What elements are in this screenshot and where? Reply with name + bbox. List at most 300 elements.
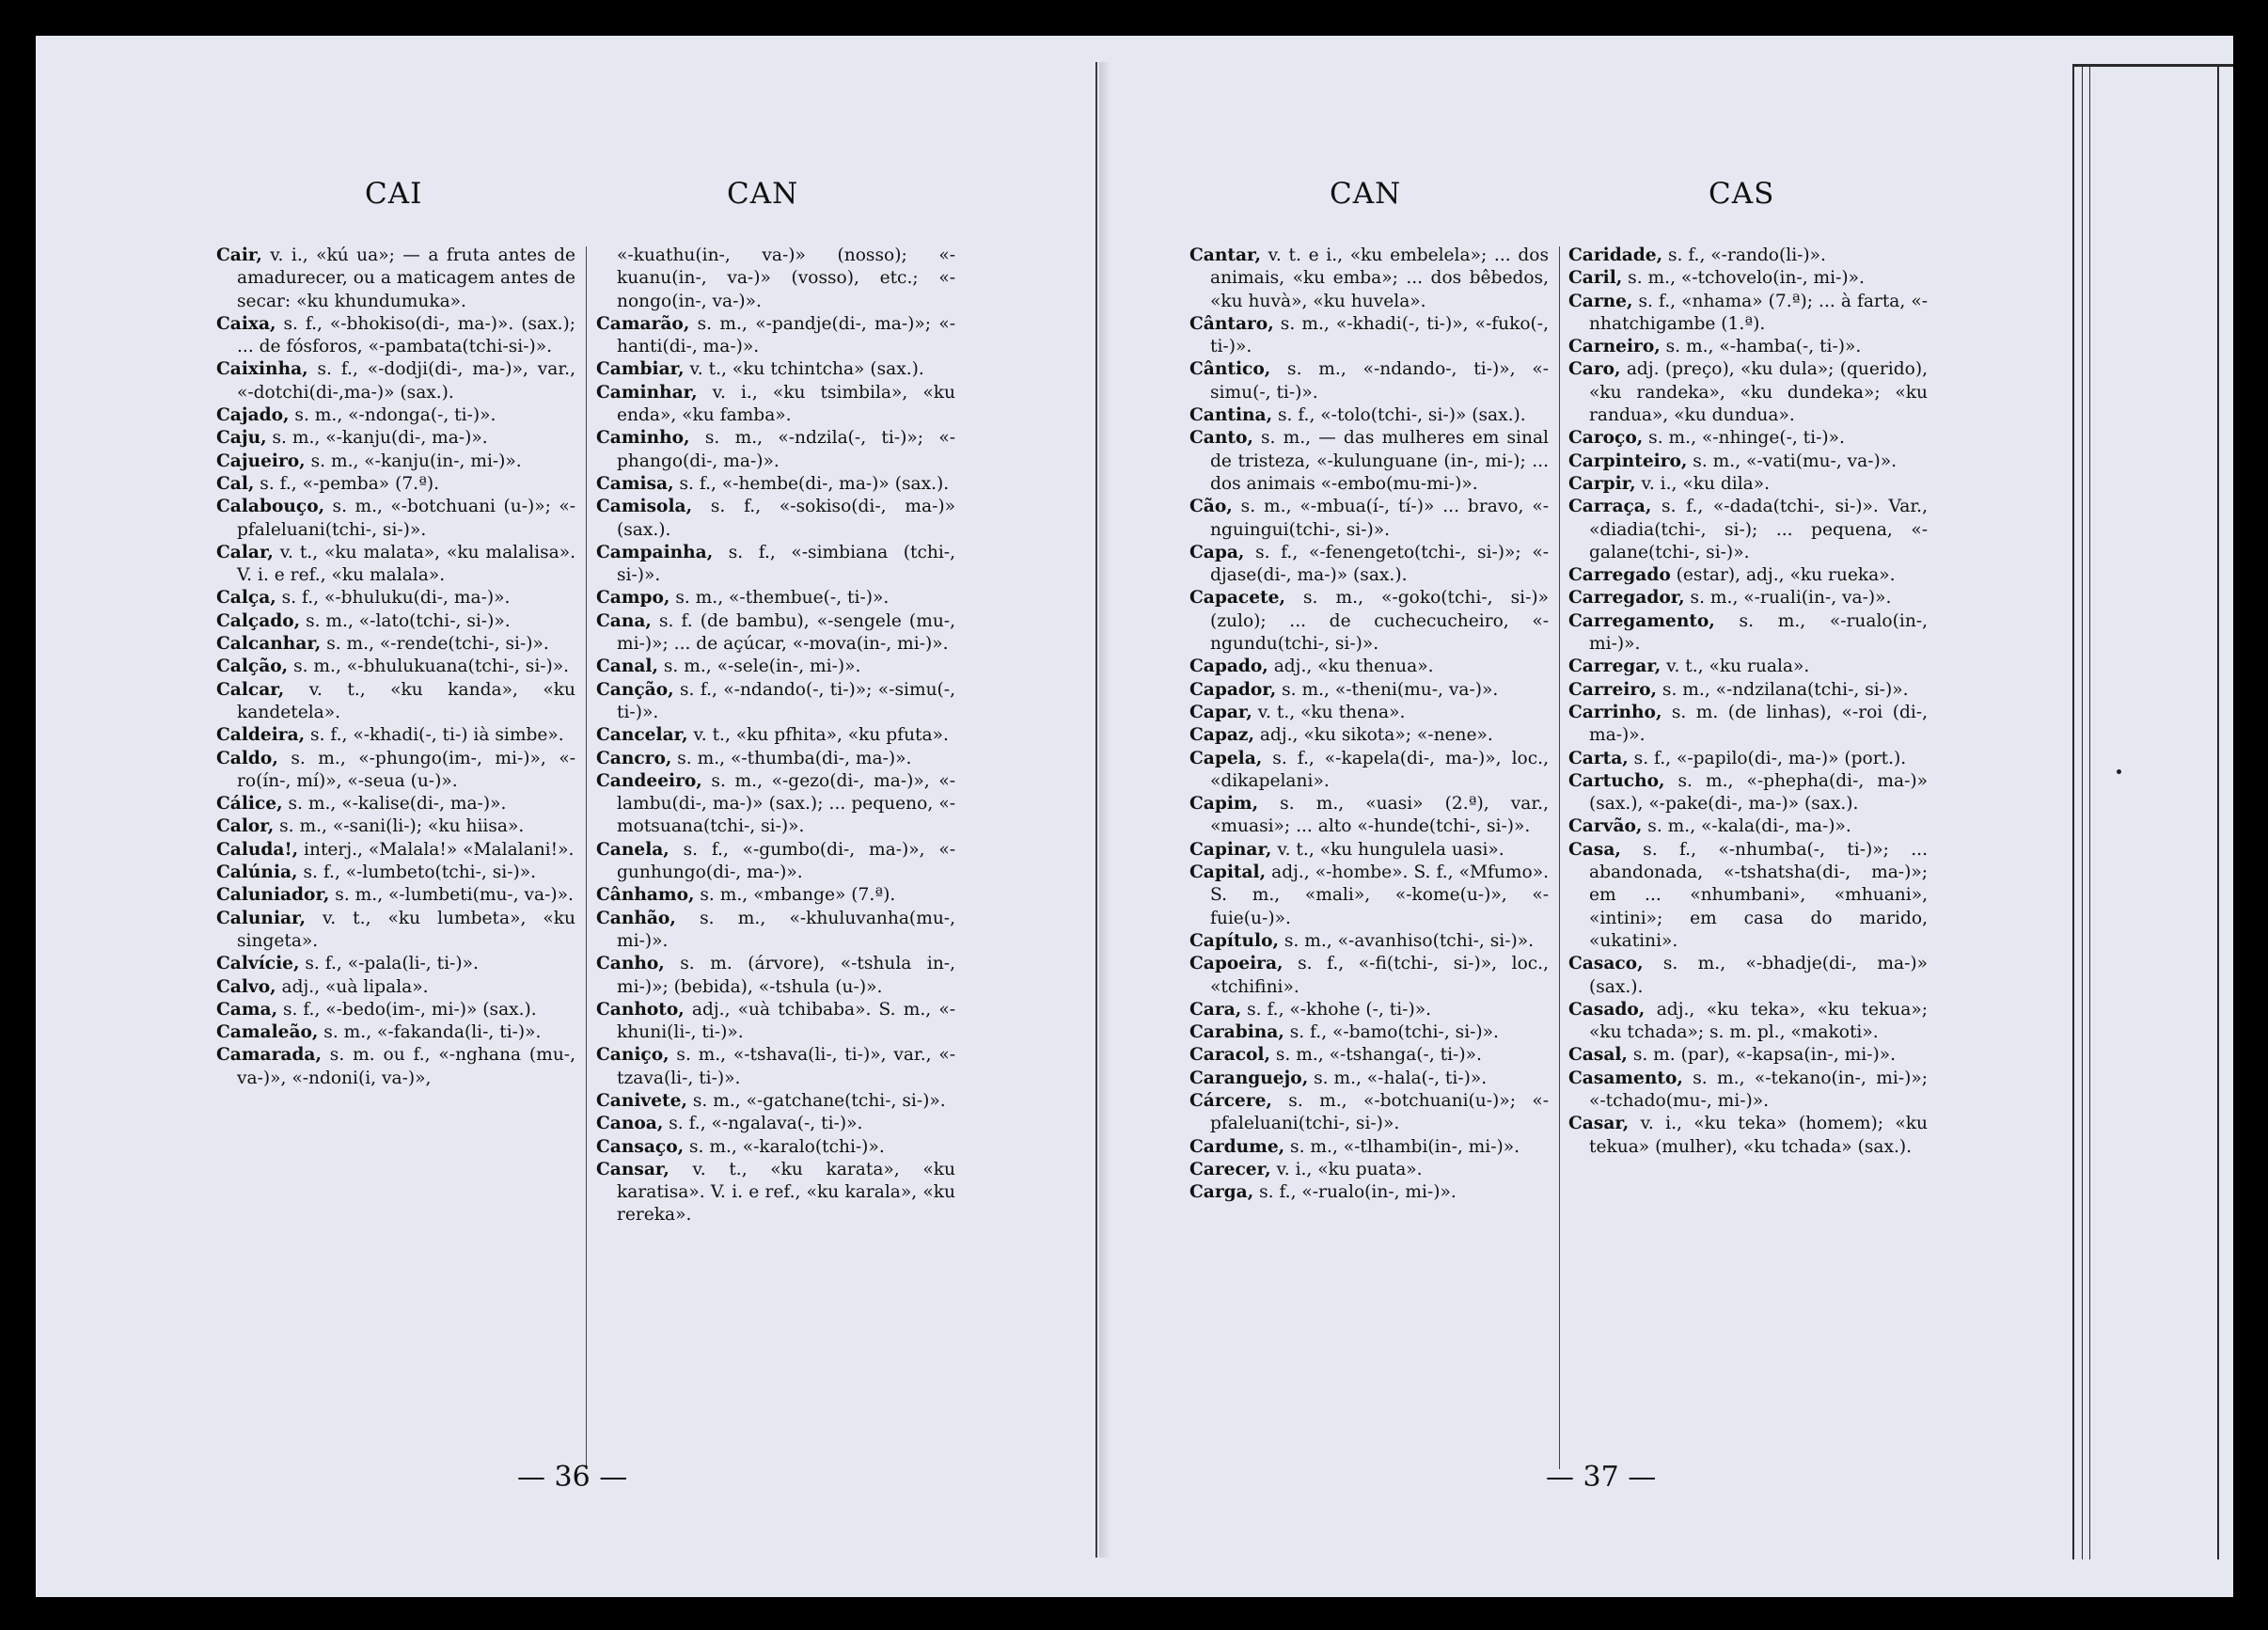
entry-term: Canhoto, — [596, 999, 685, 1020]
entry-term: Calcanhar, — [216, 634, 322, 655]
entry-term: Canela, — [596, 839, 669, 860]
entry-definition: s. m., — das mulheres em sinal de tristeza, «-kulunguane (in-, mi-); ... dos animais «-embo(mu-mi-)». — [1210, 428, 1549, 494]
entry-definition: v. i., «ku tsimbila», «ku enda», «ku famba». — [617, 382, 955, 426]
dictionary-entry — [216, 862, 575, 884]
dictionary-entry — [1189, 748, 1549, 794]
dictionary-entry — [596, 1113, 955, 1135]
dictionary-entry — [1189, 587, 1549, 656]
dictionary-entry — [216, 679, 575, 725]
dictionary-entry — [596, 748, 955, 770]
entry-definition: s. m., «mbange» (7.ª). — [694, 885, 896, 906]
entry-term: Carregamento, — [1568, 610, 1715, 631]
left-page-column-1 — [216, 245, 575, 1090]
dictionary-entry — [1189, 404, 1549, 427]
dictionary-entry — [1189, 1181, 1549, 1204]
dictionary-entry — [596, 542, 955, 588]
dictionary-entry — [216, 245, 575, 313]
entry-term: Capa, — [1189, 542, 1245, 562]
dictionary-entry — [1189, 679, 1549, 702]
entry-term: Caixa, — [216, 313, 276, 334]
dictionary-entry — [1568, 815, 1928, 838]
entry-term: Caluda!, — [216, 839, 299, 860]
entry-definition: s. m., «-khuluvanha(mu-, mi-)». — [617, 908, 955, 951]
entry-term: Canho, — [596, 954, 665, 974]
entry-term: Caixinha, — [216, 359, 308, 380]
entry-definition: s. m., «-gatchane(tchi-, si-)». — [686, 1090, 946, 1111]
entry-term: Cair, — [216, 245, 262, 265]
entry-definition: s. m., «-tekano(in-, mi-)»; «-tchado(mu-, mi-)». — [1589, 1068, 1928, 1111]
entry-definition: v. t., «ku malata», «ku malalisa». V. i. e ref., «ku malala». — [237, 542, 575, 586]
entry-term: Carpinteiro, — [1568, 451, 1688, 471]
entry-term: Capar, — [1189, 702, 1252, 722]
dictionary-entry — [216, 815, 575, 838]
entry-term: Canoa, — [596, 1114, 664, 1134]
entry-term: Carraça, — [1568, 497, 1652, 517]
entry-term: Casa, — [1568, 839, 1621, 860]
entry-term: Carregado — [1568, 565, 1671, 586]
dictionary-entry — [1568, 1044, 1928, 1067]
entry-definition: interj., «Malala!» «Malalani!». — [298, 839, 575, 860]
entry-definition: s. m., «-lato(tchi-, si-)». — [300, 610, 511, 631]
entry-term: Caldeira, — [216, 725, 306, 746]
dictionary-entry — [1568, 427, 1928, 450]
entry-term: Cambiar, — [596, 359, 685, 380]
entry-definition: v. t., «ku pfhita», «ku pfuta». — [687, 725, 949, 746]
dictionary-entry — [1568, 358, 1928, 427]
dictionary-entry — [216, 542, 575, 588]
entry-definition: s. f. (de bambu), «-sengele (mu-, mi-)»; ... de açúcar, «-mova(in-, mi-)». — [617, 610, 955, 655]
left-header-left: CAI — [365, 177, 423, 211]
dictionary-entry — [596, 358, 955, 381]
entry-definition: s. f., «-ndando(-, ti-)»; «-simu(-, ti-)». — [617, 679, 955, 722]
entry-term: Capinar, — [1189, 839, 1272, 860]
entry-term: Calor, — [216, 816, 275, 837]
entry-term: Carne, — [1568, 291, 1633, 311]
entry-term: Candeeiro, — [596, 770, 702, 791]
dictionary-entry — [596, 999, 955, 1045]
entry-term: Casal, — [1568, 1045, 1628, 1066]
entry-definition: s. f., «-pala(li-, ti-)». — [299, 954, 479, 974]
entry-term: Capaz, — [1189, 725, 1254, 746]
entry-definition: adj., «uà lipala». — [276, 976, 429, 997]
dictionary-entry — [216, 451, 575, 473]
entry-definition: s. f., «-tolo(tchi-, si-)» (sax.). — [1272, 405, 1526, 426]
entry-definition: s. f., «-ngalava(-, ti-)». — [663, 1114, 863, 1134]
entry-term: Caniço, — [596, 1045, 669, 1066]
dictionary-entry — [596, 1044, 955, 1090]
entry-definition: s. m. (árvore), «-tshula in-, mi-)»; (bebida), «-tshula (u-)». — [617, 954, 955, 997]
dictionary-entry — [1568, 1113, 1928, 1159]
entry-definition: «-kuathu(in-, va-)» (nosso); «-kuanu(in-, va-)» (vosso), etc.; «-nongo(in-, va-)». — [617, 245, 955, 311]
entry-term: Capítulo, — [1189, 930, 1279, 951]
entry-definition: s. m., «-vati(mu-, va-)». — [1687, 451, 1898, 471]
entry-term: Carregar, — [1568, 657, 1662, 677]
left-page-number: — 36 — — [517, 1461, 628, 1494]
dictionary-entry — [596, 245, 955, 313]
entry-term: Canhão, — [596, 908, 676, 928]
dictionary-entry — [1189, 702, 1549, 724]
dictionary-entry — [1568, 839, 1928, 953]
dictionary-entry — [216, 748, 575, 794]
entry-definition: s. m., «-bhadje(di-, ma-)» (sax.). — [1589, 954, 1928, 997]
entry-term: Carta, — [1568, 748, 1629, 768]
entry-definition: s. f., «-bhokiso(di-, ma-)». (sax.); ... de fósforos, «-pambata(tchi-si-)». — [237, 313, 575, 357]
dictionary-entry — [1568, 564, 1928, 587]
dictionary-entry — [596, 724, 955, 747]
entry-definition: s. m., «-lumbeti(mu-, va-)». — [329, 885, 574, 906]
entry-term: Calção, — [216, 657, 289, 677]
dictionary-entry — [1189, 245, 1549, 313]
dictionary-entry — [216, 953, 575, 975]
entry-term: Cantar, — [1189, 245, 1261, 265]
entry-term: Cardume, — [1189, 1136, 1285, 1157]
dictionary-entry — [216, 999, 575, 1021]
entry-term: Calcar, — [216, 679, 285, 700]
dictionary-entry — [1189, 1136, 1549, 1159]
dictionary-entry — [1568, 702, 1928, 748]
dictionary-entry — [596, 473, 955, 496]
entry-definition: s. f., «-fi(tchi-, si-)», loc., «tchifini». — [1210, 954, 1549, 997]
column-divider — [1559, 246, 1560, 1469]
dictionary-entry — [216, 587, 575, 609]
entry-definition: v. t., «ku karata», «ku karatisa». V. i. e ref., «ku karala», «ku rereka». — [617, 1159, 955, 1226]
entry-term: Cajado, — [216, 405, 290, 426]
entry-term: Cana, — [596, 610, 652, 631]
dictionary-entry — [596, 1136, 955, 1159]
entry-term: Caminho, — [596, 428, 690, 449]
dictionary-entry — [216, 496, 575, 542]
entry-definition: s. m., «-avanhiso(tchi-, si-)». — [1278, 930, 1535, 951]
entry-term: Casado, — [1568, 999, 1646, 1020]
entry-term: Carregador, — [1568, 588, 1685, 609]
entry-definition: v. i., «ku dila». — [1635, 473, 1771, 494]
dictionary-entry — [596, 839, 955, 885]
entry-definition: s. f., «-bhuluku(di-, ma-)». — [276, 588, 511, 609]
entry-term: Capela, — [1189, 748, 1263, 768]
entry-term: Caridade, — [1568, 245, 1663, 265]
dictionary-entry — [1568, 267, 1928, 290]
dictionary-entry — [1568, 610, 1928, 657]
dictionary-entry — [1568, 1068, 1928, 1114]
dictionary-entry — [596, 1090, 955, 1113]
left-page — [36, 36, 1095, 1597]
entry-definition: s. f., «-khadi(-, ti-) ià simbe». — [305, 725, 564, 746]
entry-term: Capado, — [1189, 657, 1268, 677]
entry-term: Capoeira, — [1189, 954, 1284, 974]
entry-term: Calvície, — [216, 954, 300, 974]
entry-term: Capital, — [1189, 862, 1267, 883]
dictionary-entry — [1189, 496, 1549, 542]
entry-definition: s. m., «-sani(li-); «ku hiisa». — [274, 816, 525, 837]
entry-definition: v. t., «ku thena». — [1252, 702, 1406, 722]
entry-definition: s. m., «-tchovelo(in-, mi-)». — [1622, 268, 1865, 289]
dictionary-entry — [216, 1044, 575, 1090]
dictionary-entry — [596, 587, 955, 609]
entry-term: Carreiro, — [1568, 679, 1658, 700]
entry-definition: s. f., «-rando(li-)». — [1662, 245, 1826, 265]
entry-definition: s. m., «-fakanda(li-, ti-)». — [318, 1022, 542, 1043]
entry-term: Casaco, — [1568, 954, 1644, 974]
dictionary-entry — [596, 1159, 955, 1227]
entry-definition: s. m., «-thembue(-, ti-)». — [669, 588, 890, 609]
entry-definition: v. t., «ku hungulela uasi». — [1271, 839, 1504, 860]
dictionary-entry — [1189, 313, 1549, 359]
entry-term: Canto, — [1189, 428, 1253, 449]
page-edge-lines — [2072, 64, 2233, 1559]
entry-term: Caroço, — [1568, 428, 1644, 449]
entry-definition: adj., «ku teka», «ku tekua»; «ku tchada»; s. m. pl., «makoti». — [1589, 999, 1928, 1043]
entry-definition: s. m., «-mbua(í-, tí-)» ... bravo, «-nguingui(tchi-, si-)». — [1210, 497, 1549, 540]
entry-term: Calvo, — [216, 976, 276, 997]
entry-definition: v. t., «ku lumbeta», «ku singeta». — [237, 908, 575, 951]
entry-term: Caluniar, — [216, 908, 306, 928]
entry-term: Caldo, — [216, 748, 278, 768]
dictionary-entry — [596, 679, 955, 725]
entry-term: Cancro, — [596, 748, 672, 768]
dictionary-entry — [216, 358, 575, 404]
dictionary-entry — [596, 382, 955, 428]
entry-definition: s. m., «-pandje(di-, ma-)»; «-hanti(di-, ma-)». — [617, 313, 955, 357]
dictionary-entry — [1568, 656, 1928, 678]
dictionary-entry — [216, 908, 575, 954]
entry-definition: s. f., «-rualo(in-, mi-)». — [1253, 1182, 1457, 1203]
entry-definition: s. m., «-tshanga(-, ti-)». — [1269, 1045, 1482, 1066]
entry-definition: s. f., «-khohe (-, ti-)». — [1241, 999, 1431, 1020]
dictionary-entry — [1189, 542, 1549, 588]
entry-definition: s. m., «-ndzila(-, ti-)»; «-phango(di-, ma-)». — [617, 428, 955, 471]
entry-definition: s. f., «-simbiana (tchi-, si-)». — [617, 542, 955, 586]
entry-term: Canal, — [596, 657, 658, 677]
entry-term: Caril, — [1568, 268, 1623, 289]
book-gutter — [1095, 62, 1097, 1558]
entry-term: Calça, — [216, 588, 276, 609]
entry-term: Capim, — [1189, 794, 1259, 815]
entry-term: Camaleão, — [216, 1022, 319, 1043]
entry-definition: s. f., «-bedo(im-, mi-)» (sax.). — [277, 999, 537, 1020]
entry-definition: s. f., «nhama» (7.ª); ... à farta, «-nhatchigambe (1.ª). — [1589, 291, 1928, 334]
entry-definition: s. m., «-gezo(di-, ma-)», «-lambu(di-, ma-)» (sax.); ... pequeno, «-motsuana(tchi-, si-)». — [617, 770, 955, 837]
entry-definition: s. m., «-hamba(-, ti-)». — [1660, 337, 1862, 357]
entry-definition: s. m. (de linhas), «-roi (di-, ma-)». — [1589, 702, 1928, 746]
entry-term: Campainha, — [596, 542, 714, 562]
entry-definition: v. i., «ku teka» (homem); «ku tekua» (mulher), «ku tchada» (sax.). — [1589, 1114, 1928, 1157]
entry-term: Caracol, — [1189, 1045, 1270, 1066]
entry-definition: s. m., «-rualo(in-, mi-)». — [1589, 610, 1928, 655]
dictionary-entry — [596, 313, 955, 359]
dictionary-entry — [1568, 451, 1928, 473]
dictionary-entry — [216, 839, 575, 862]
dictionary-entry — [596, 884, 955, 907]
dictionary-entry — [1568, 473, 1928, 496]
entry-definition: adj., «-hombe». S. f., «Mfumo». S. m., «mali», «-kome(u-)», «-fuie(u-)». — [1210, 862, 1549, 928]
entry-definition: v. i., «ku puata». — [1270, 1159, 1423, 1179]
dictionary-entry — [1189, 1159, 1549, 1181]
dictionary-entry — [596, 496, 955, 542]
entry-definition: s. f., «-dodji(di-, ma-)», var., «-dotchi(di-,ma-)» (sax.). — [237, 359, 575, 403]
entry-definition: (estar), adj., «ku rueka». — [1670, 565, 1896, 586]
dictionary-entry — [596, 770, 955, 839]
entry-definition: s. f., «-gumbo(di-, ma-)», «-gunhungo(di-, ma-)». — [617, 839, 955, 883]
dictionary-entry — [216, 884, 575, 907]
entry-definition: s. m., «-ruali(in-, va-)». — [1684, 588, 1892, 609]
dictionary-entry — [1568, 748, 1928, 770]
entry-definition: s. m., «-thumba(di-, ma-)». — [671, 748, 912, 768]
dictionary-entry — [216, 793, 575, 815]
entry-definition: s. f., «-dada(tchi-, si-)». Var., «diadia(tchi-, si-); ... pequena, «-galane(tchi-, si-)». — [1589, 497, 1928, 562]
entry-term: Cântico, — [1189, 359, 1271, 380]
right-header-left: CAN — [1330, 177, 1402, 211]
entry-definition: s. m., «-tlhambi(in-, mi-)». — [1284, 1136, 1520, 1157]
entry-definition: s. m., «-sele(in-, mi-)». — [657, 657, 861, 677]
dictionary-entry — [596, 953, 955, 999]
entry-definition: s. m., «-phepha(di-, ma-)» (sax.), «-pake(di-, ma-)» (sax.). — [1589, 770, 1928, 815]
entry-term: Caluniador, — [216, 885, 330, 906]
right-page-column-2 — [1568, 245, 1928, 1159]
dictionary-entry — [596, 656, 955, 678]
dictionary-entry — [1568, 587, 1928, 609]
entry-term: Cartucho, — [1568, 770, 1665, 791]
dictionary-entry — [596, 908, 955, 954]
entry-term: Casar, — [1568, 1114, 1630, 1134]
entry-term: Cansaço, — [596, 1136, 685, 1157]
entry-definition: s. f., «-nhumba(-, ti-)»; ... abandonada, «-tshatsha(di-, ma-)»; em ... «nhumbani», «mhuani», «intini»; em casa do marido, «ukatini». — [1589, 839, 1928, 951]
entry-definition: s. m., «uasi» (2.ª), var., «muasi»; ... alto «-hunde(tchi-, si-)». — [1210, 794, 1549, 837]
dictionary-entry — [1568, 953, 1928, 999]
dictionary-entry — [1568, 999, 1928, 1045]
entry-term: Cajueiro, — [216, 451, 306, 471]
dictionary-entry — [596, 610, 955, 657]
entry-definition: s. m., «-karalo(tchi-)». — [684, 1136, 885, 1157]
entry-definition: s. f., «-fenengeto(tchi-, si-)»; «-djase(di-, ma-)» (sax.). — [1210, 542, 1549, 586]
dictionary-entry — [1189, 999, 1549, 1021]
entry-term: Carabina, — [1189, 1022, 1284, 1043]
dictionary-entry — [1568, 336, 1928, 358]
entry-term: Canção, — [596, 679, 674, 700]
entry-term: Calabouço, — [216, 497, 325, 517]
entry-definition: v. t., «ku tchintcha» (sax.). — [684, 359, 924, 380]
entry-term: Canivete, — [596, 1090, 687, 1111]
dictionary-entry — [1568, 496, 1928, 564]
dictionary-entry — [1189, 953, 1549, 999]
entry-definition: s. m., «-nhinge(-, ti-)». — [1643, 428, 1845, 449]
entry-term: Calar, — [216, 542, 274, 562]
dictionary-entry — [216, 473, 575, 496]
entry-term: Caju, — [216, 428, 267, 449]
dictionary-entry — [1189, 1090, 1549, 1136]
dictionary-entry — [1189, 1021, 1549, 1044]
entry-term: Cancelar, — [596, 725, 688, 746]
dictionary-entry — [216, 427, 575, 450]
dictionary-entry — [216, 976, 575, 999]
entry-term: Cantina, — [1189, 405, 1273, 426]
entry-definition: v. t. e i., «ku embelela»; ... dos animais, «ku emba»; ... dos bêbedos, «ku huvà», «ku huvela». — [1210, 245, 1549, 311]
entry-definition: s. f., «-papilo(di-, ma-)» (port.). — [1628, 748, 1907, 768]
right-header-right: CAS — [1709, 177, 1775, 211]
entry-term: Capador, — [1189, 679, 1277, 700]
entry-term: Caminhar, — [596, 382, 698, 403]
entry-definition: s. f., «-sokiso(di-, ma-)» (sax.). — [617, 497, 955, 540]
dictionary-entry — [216, 656, 575, 678]
entry-definition: s. m., «-ndzilana(tchi-, si-)». — [1657, 679, 1909, 700]
entry-term: Calçado, — [216, 610, 301, 631]
entry-term: Carvão, — [1568, 816, 1643, 837]
right-page-column-1 — [1189, 245, 1549, 1204]
entry-definition: s. m., «-bhulukuana(tchi-, si-)». — [288, 657, 570, 677]
entry-definition: s. m., «-ndonga(-, ti-)». — [289, 405, 496, 426]
entry-term: Camisa, — [596, 473, 674, 494]
entry-definition: adj., «uà tchibaba». S. m., «-khuni(li-, ti-)». — [617, 999, 955, 1043]
dictionary-entry — [216, 404, 575, 427]
entry-definition: v. t., «ku kanda», «ku kandetela». — [237, 679, 575, 722]
entry-term: Carpir, — [1568, 473, 1636, 494]
entry-definition: s. f., «-kapela(di-, ma-)», loc., «dikapelani». — [1210, 748, 1549, 791]
entry-term: Campo, — [596, 588, 670, 609]
dictionary-entry — [1189, 724, 1549, 747]
entry-term: Casamento, — [1568, 1068, 1683, 1088]
dictionary-entry — [1568, 291, 1928, 337]
dictionary-entry — [1189, 1044, 1549, 1067]
entry-definition: s. m., «-kanju(in-, mi-)». — [305, 451, 522, 471]
dictionary-entry — [1189, 930, 1549, 953]
left-header-right: CAN — [727, 177, 799, 211]
entry-definition: s. f., «-hembe(di-, ma-)» (sax.). — [673, 473, 950, 494]
dictionary-entry — [1568, 245, 1928, 267]
entry-definition: s. m., «-kanju(di-, ma-)». — [266, 428, 488, 449]
entry-definition: s. f., «-pemba» (7.ª). — [254, 473, 440, 494]
entry-term: Cânhamo, — [596, 885, 695, 906]
dictionary-entry — [216, 1021, 575, 1044]
right-page — [1099, 36, 2096, 1597]
entry-definition: s. m., «-ndando-, ti-)», «-simu(-, ti-)». — [1210, 359, 1549, 403]
entry-definition: s. m., «-kala(di-, ma-)». — [1642, 816, 1851, 837]
entry-definition: s. m., «-goko(tchi-, si-)» (zulo); ... de cuchecucheiro, «-ngundu(tchi-, si-)». — [1210, 588, 1549, 655]
column-divider — [586, 246, 587, 1469]
right-page-number: — 37 — — [1546, 1461, 1657, 1494]
entry-definition: s. f., «-lumbeto(tchi-, si-)». — [297, 862, 537, 883]
entry-definition: s. m., «-tshava(li-, ti-)», var., «-tzava(li-, ti-)». — [617, 1045, 955, 1088]
entry-term: Cama, — [216, 999, 278, 1020]
dictionary-entry — [596, 427, 955, 473]
entry-definition: s. m., «-hala(-, ti-)». — [1308, 1068, 1488, 1088]
entry-term: Cão, — [1189, 497, 1233, 517]
dictionary-entry — [1568, 770, 1928, 816]
entry-term: Carga, — [1189, 1182, 1254, 1203]
left-page-column-2 — [596, 245, 955, 1227]
dictionary-entry — [216, 724, 575, 747]
entry-definition: v. t., «ku ruala». — [1661, 657, 1810, 677]
entry-term: Camarada, — [216, 1045, 322, 1066]
dictionary-entry — [1189, 427, 1549, 496]
dictionary-entry — [1568, 679, 1928, 702]
entry-term: Caranguejo, — [1189, 1068, 1309, 1088]
entry-definition: s. m., «-rende(tchi-, si-)». — [321, 634, 549, 655]
entry-definition: s. m. (par), «-kapsa(in-, mi-)». — [1627, 1045, 1897, 1066]
dictionary-entry — [216, 610, 575, 633]
entry-definition: s. m., «-phungo(im-, mi-)», «-ro(ín-, mí)», «-seua (u-)». — [237, 748, 575, 791]
entry-term: Cal, — [216, 473, 255, 494]
entry-term: Caro, — [1568, 359, 1621, 380]
entry-term: Camisola, — [596, 497, 693, 517]
entry-definition: s. f., «-bamo(tchi-, si-)». — [1284, 1022, 1499, 1043]
entry-definition: adj., «ku sikota»; «-nene». — [1253, 725, 1493, 746]
dictionary-entry — [1189, 656, 1549, 678]
entry-term: Calúnia, — [216, 862, 298, 883]
dictionary-entry — [216, 313, 575, 359]
entry-definition: s. m. ou f., «-nghana (mu-, va-)», «-ndoni(i, va-)», — [237, 1045, 575, 1088]
entry-term: Capacete, — [1189, 588, 1285, 609]
entry-definition: adj. (preço), «ku dula»; (querido), «ku randeka», «ku dundeka»; «ku randua», «ku dundua». — [1589, 359, 1928, 426]
entry-definition: adj., «ku thenua». — [1268, 657, 1434, 677]
